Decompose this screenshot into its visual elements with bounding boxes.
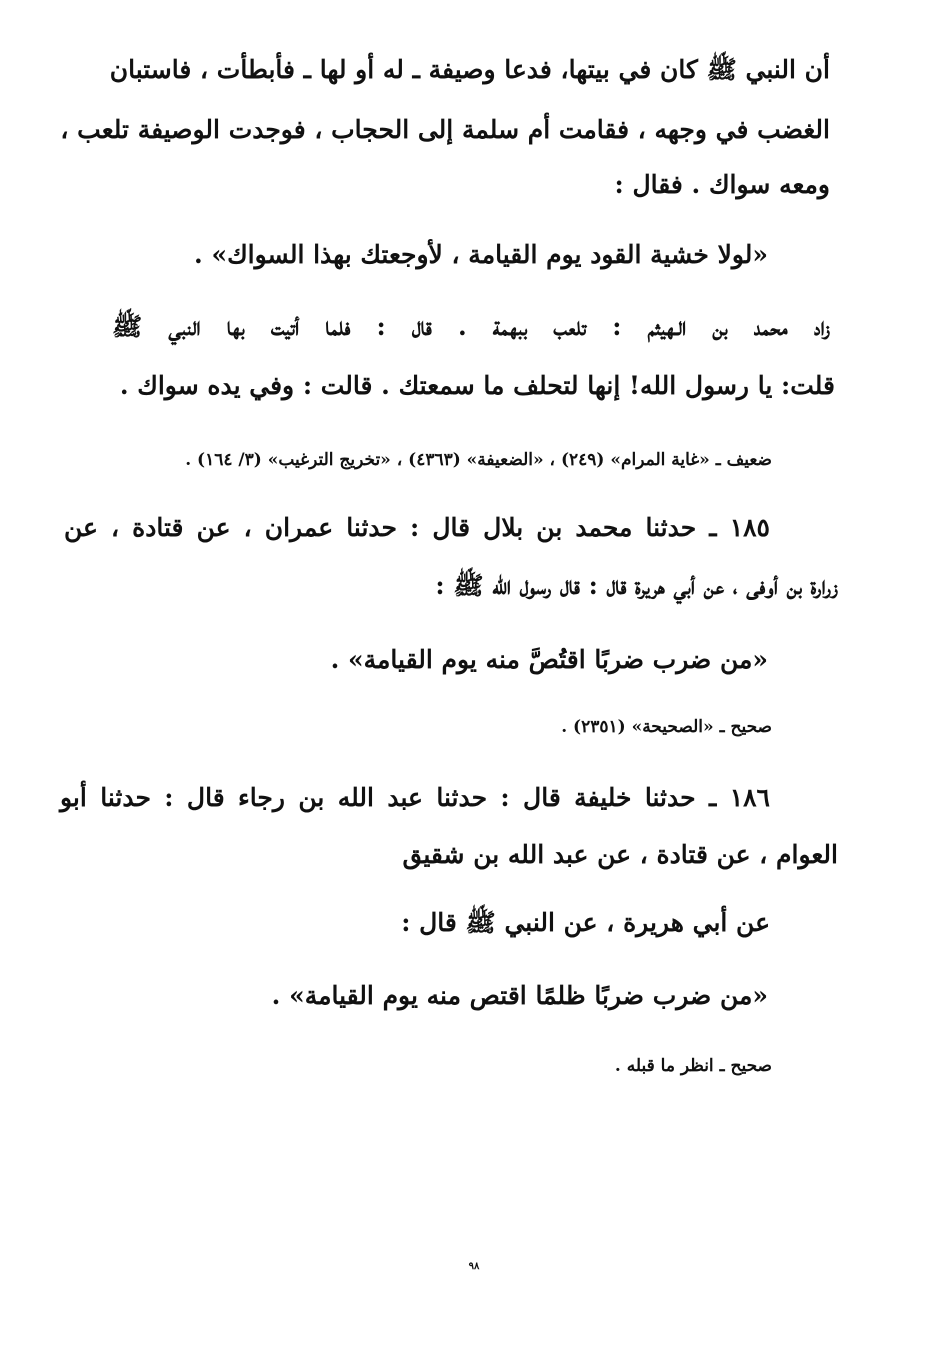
- hadith-isnad-line: زرارة بن أوفى ، عن أبي هريرة قال : قال رسول الله ﷺ :: [435, 571, 838, 600]
- hadith-quote: «من ضرب ضربًا اقتُصَّ منه يوم القيامة» .: [330, 645, 768, 674]
- hadith-quote: «من ضرب ضربًا ظلمًا اقتص منه يوم القيامة» .: [271, 981, 768, 1010]
- grading-note: ضعيف ـ «غاية المرام» (٢٤٩) ، «الضعيفة» (٤٣٦٣) ، «تخريج الترغيب» (٣/ ١٦٤) .: [185, 450, 772, 470]
- hadith-isnad-line: ١٨٦ ـ حدثنا خليفة قال : حدثنا عبد الله بن رجاء قال : حدثنا أبو: [60, 783, 770, 812]
- page-number: ٩٨: [468, 1261, 480, 1272]
- grading-note: صحيح ـ «الصحيحة» (٢٣٥١) .: [561, 717, 772, 737]
- text-line: قلت: يا رسول الله! إنها لتحلف ما سمعتك . قالت : وفي يده سواك .: [119, 371, 835, 400]
- hadith-isnad-line: عن أبي هريرة ، عن النبي ﷺ قال :: [401, 908, 770, 937]
- hadith-isnad-line: ١٨٥ ـ حدثنا محمد بن بلال قال : حدثنا عمران ، عن قتادة ، عن: [64, 513, 770, 542]
- text-line: ومعه سواك . فقال :: [614, 170, 830, 199]
- text-line: أن النبي ﷺ كان في بيتها، فدعا وصيفة ـ له أو لها ـ فأبطأت ، فاستبان: [109, 55, 830, 84]
- text-line: الغضب في وجهه ، فقامت أم سلمة إلى الحجاب ، فوجدت الوصيفة تلعب ،: [60, 115, 830, 144]
- text-line: زاد محمد بن الـهيثم : تلعب ببهمة . قال : فلما أتيت بها النبي ﷺ: [112, 312, 830, 341]
- hadith-isnad-line: العوام ، عن قتادة ، عن عبد الله بن شقيق: [402, 840, 838, 869]
- grading-note: صحيح ـ انظر ما قبله .: [614, 1056, 772, 1076]
- hadith-quote: «لولا خشية القود يوم القيامة ، لأوجعتك بهذا السواك» .: [194, 240, 768, 269]
